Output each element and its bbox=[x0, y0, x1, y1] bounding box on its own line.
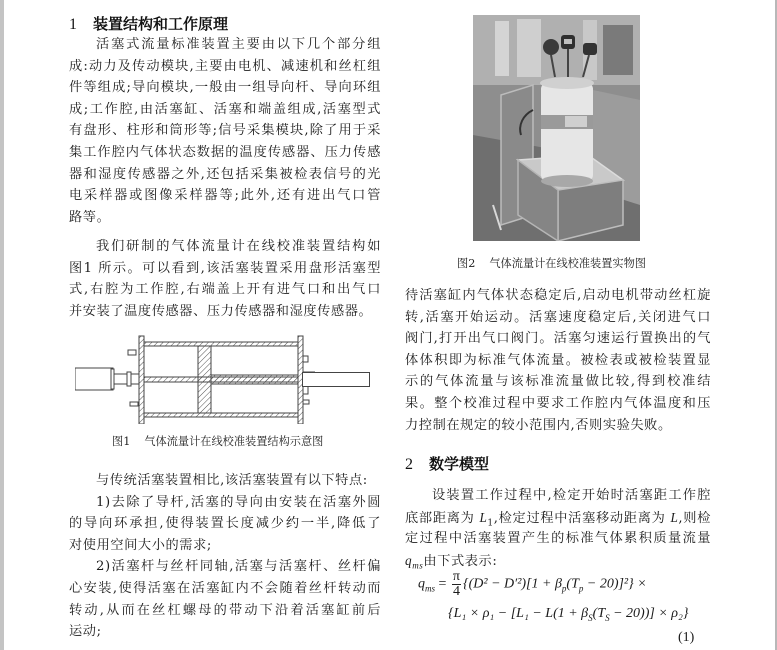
variable-L: L bbox=[479, 509, 488, 525]
figure-1-caption bbox=[112, 435, 323, 449]
text-line: 阀门,打开出气口阀门。活塞匀速运行置换出的气 bbox=[405, 331, 711, 347]
text-line: 与传统活塞装置相比,该活塞装置有以下特点: bbox=[96, 473, 368, 488]
figure-2-caption-text: 气体流量计在线校准装置实物图 bbox=[489, 257, 646, 270]
section-1-heading bbox=[69, 15, 228, 34]
equation-term: {(D² − D′²)[1 + β bbox=[463, 576, 562, 592]
text-line: 成:动力及传动模块,主要由电机、减速机和丝杠组 bbox=[69, 58, 381, 74]
text-line: 集工作腔内气体状态数据的温度传感器、压力传感 bbox=[69, 144, 381, 160]
text-line: 路等。 bbox=[69, 209, 111, 225]
section-2-title: 数学模型 bbox=[429, 455, 490, 473]
figure-1-rod-extension bbox=[302, 372, 372, 388]
subscript: S bbox=[588, 612, 593, 623]
page-left-border bbox=[0, 0, 4, 650]
text-line bbox=[405, 550, 711, 572]
text-line: 定过程中活塞装置产生的标准气体累积质量流量 bbox=[405, 531, 711, 547]
fraction-pi-over-4 bbox=[452, 570, 461, 599]
figure-1-caption-text: 气体流量计在线校准装置结构示意图 bbox=[144, 435, 324, 448]
equation-term: − 20))] × ρ₂} bbox=[609, 606, 689, 621]
subscript: p bbox=[561, 583, 567, 594]
equation-number-label: (1) bbox=[678, 630, 695, 645]
text-line: 2)活塞杆与丝杆同轴,活塞与活塞杆、丝杆偏 bbox=[96, 559, 381, 575]
text-line: 并安装了温度传感器、压力传感器和湿度传感器。 bbox=[69, 303, 373, 319]
text-line bbox=[405, 507, 711, 529]
variable-q: q bbox=[405, 552, 413, 568]
text-line: 待活塞缸内气体状态稳定后,启动电机带动丝杠旋 bbox=[405, 288, 711, 303]
figure-2-label: 图2 bbox=[457, 257, 476, 270]
section-2-heading bbox=[405, 455, 489, 474]
text-line: 电采样器或图像采样器等;此外,还有进出气口管 bbox=[69, 188, 381, 204]
text-line: 心安装,使得活塞在活塞缸内不会随着丝杆转动而 bbox=[69, 580, 381, 596]
text-fragment: 底部距离为 bbox=[405, 510, 480, 526]
figure-1-schematic bbox=[75, 334, 315, 424]
fraction-numerator: π bbox=[452, 569, 460, 584]
text-line: 件等组成;导向模块,一般由一组导向杆、导向环组 bbox=[69, 80, 381, 96]
text-line: 转动,从而在丝杠螺母的带动下沿着活塞缸前后 bbox=[69, 602, 381, 618]
equation-term: (T bbox=[566, 576, 579, 592]
section-2-number: 2 bbox=[405, 456, 413, 473]
paragraph-3 bbox=[69, 470, 381, 643]
paragraph-2 bbox=[69, 236, 381, 322]
figure-2-caption bbox=[457, 257, 646, 271]
paragraph-5 bbox=[405, 485, 711, 571]
text-line: 对使用空间大小的需求; bbox=[69, 537, 212, 553]
text-line: 图1 所示。可以看到,该活塞装置采用盘形活塞型 bbox=[69, 260, 381, 276]
figure-1-label: 图1 bbox=[112, 435, 131, 448]
text-line: 成;工作腔,由活塞缸、活塞和端盖组成,活塞型式 bbox=[69, 101, 381, 117]
text-line: 运动; bbox=[69, 624, 102, 640]
paragraph-1 bbox=[69, 34, 381, 228]
figure-2-photo bbox=[473, 15, 640, 241]
equation-term: {L₁ × ρ₁ − [L₁ − L(1 + β bbox=[448, 606, 589, 621]
text-fragment: ,则检 bbox=[678, 510, 711, 526]
text-line: 器和湿度传感器之外,还包括采集被检表信号的光 bbox=[69, 166, 381, 182]
text-line: 力控制在规定的较小范围内,否则实验失败。 bbox=[405, 417, 672, 433]
text-line: 有盘形、柱形和筒形等;信号采集模块,除了用于采 bbox=[69, 123, 381, 139]
text-line: 我们研制的气体流量计在线校准装置结构如 bbox=[96, 239, 381, 254]
text-line: 果。整个校准过程中要求工作腔内气体温度和压 bbox=[405, 395, 711, 411]
equals-sign: = bbox=[438, 576, 447, 592]
equation-1-line-2 bbox=[448, 606, 688, 623]
subscript: S bbox=[605, 612, 610, 623]
subscript: ms bbox=[425, 583, 436, 594]
subscript: 1 bbox=[487, 518, 494, 529]
equation-1-line-1 bbox=[418, 570, 647, 599]
text-fragment: 由下式表示: bbox=[423, 553, 498, 569]
text-line: 1)去除了导杆,活塞的导向由安装在活塞外圆 bbox=[96, 494, 381, 510]
equation-number bbox=[678, 630, 694, 646]
text-line: 转,活塞开始运动。活塞速度稳定后,关闭进气口 bbox=[405, 309, 711, 325]
text-line: 活塞式流量标准装置主要由以下几个部分组 bbox=[96, 37, 381, 52]
text-line: 示的气体流量与该标准流量做比较,得到校准结 bbox=[405, 374, 711, 390]
subscript: p bbox=[578, 583, 584, 594]
section-1-number: 1 bbox=[69, 16, 77, 33]
fraction-denominator: 4 bbox=[452, 584, 460, 599]
text-line: 设装置工作过程中,检定开始时活塞距工作腔 bbox=[432, 488, 711, 503]
equation-term: (T bbox=[592, 606, 606, 621]
variable-L: L bbox=[670, 509, 679, 525]
text-line: 体体积即为标准气体流量。被检表或被检装置显 bbox=[405, 352, 711, 368]
subscript: ms bbox=[412, 560, 424, 571]
text-line: 的导向环承担,使得装置长度减少约一半,降低了 bbox=[69, 516, 381, 532]
text-fragment: ,检定过程中活塞移动距离为 bbox=[493, 510, 671, 526]
equation-term: − 20)]²} × bbox=[583, 576, 647, 592]
paragraph-4 bbox=[405, 285, 711, 436]
text-line: 式,右腔为工作腔,右端盖上开有进气口和出气口 bbox=[69, 282, 381, 298]
section-1-title: 装置结构和工作原理 bbox=[93, 15, 229, 33]
equation-lhs: q bbox=[418, 576, 425, 592]
